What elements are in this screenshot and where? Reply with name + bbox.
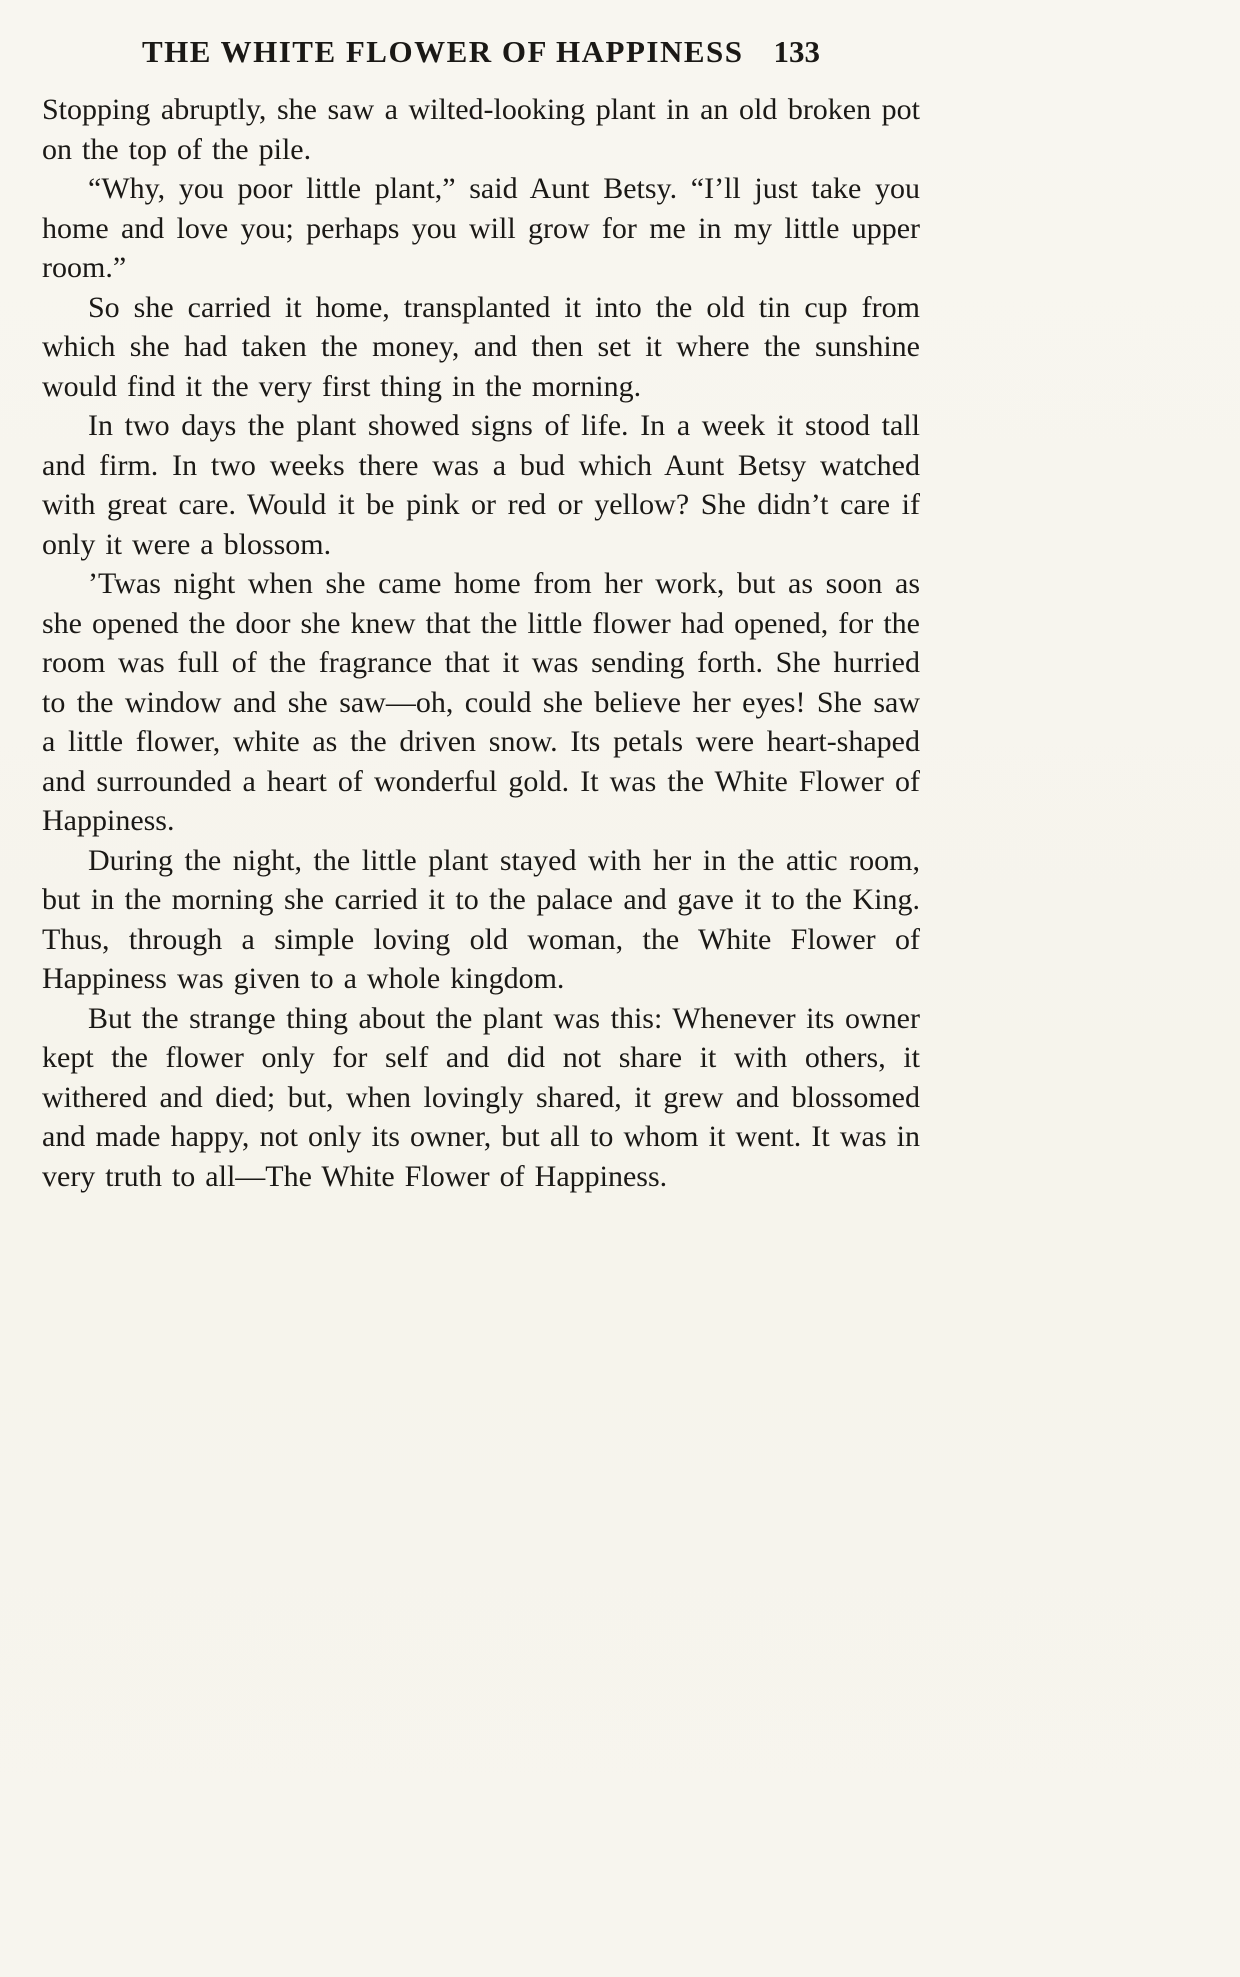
paragraph: ’Twas night when she came home from her work, but as soon as she opened the door she knew that the little flower had opened, for the room was full of the fragrance that it was sending forth. She hurried to the window and she saw—oh, could she believe her eyes! She saw a little flower, white as the driven snow. Its petals were heart-shaped and surrounded a heart of wonderful gold. It was the White Flower of Happiness.: [42, 567, 920, 837]
paragraph: But the strange thing about the plant was this: Whenever its owner kept the flower only for self and did not share it with others, it withered and died; but, when lovingly shared, it grew and blossomed and made happy, not only its owner, but all to whom it went. It was in very truth to all—The White Flower of Happiness.: [42, 1001, 920, 1193]
paragraph: “Why, you poor little plant,” said Aunt Betsy. “I’ll just take you home and love you; perhaps you will grow for me in my little upper room.”: [42, 172, 920, 284]
page-header: [42, 34, 920, 70]
text-block: [42, 34, 920, 1196]
paragraph: So she carried it home, transplanted it into the old tin cup from which she had taken the money, and then set it where the sunshine would find it the very first thing in the morning.: [42, 290, 920, 403]
paragraph: In two days the plant showed signs of life. In a week it stood tall and firm. In two weeks there was a bud which Aunt Betsy watched with great care. Would it be pink or red or yellow? She didn’t care if only it were a blossom.: [42, 409, 920, 561]
page-number: 133: [773, 34, 821, 69]
paragraph: Stopping abruptly, she saw a wilted-looking plant in an old broken pot on the top of the pile.: [42, 93, 920, 166]
page-body: [42, 90, 920, 1196]
paragraph: During the night, the little plant stayed with her in the attic room, but in the morning she carried it to the palace and gave it to the King. Thus, through a simple loving old woman, the White Flower of Happiness was given to a whole kingdom.: [42, 843, 920, 995]
running-title: THE WHITE FLOWER OF HAPPINESS: [141, 34, 744, 69]
